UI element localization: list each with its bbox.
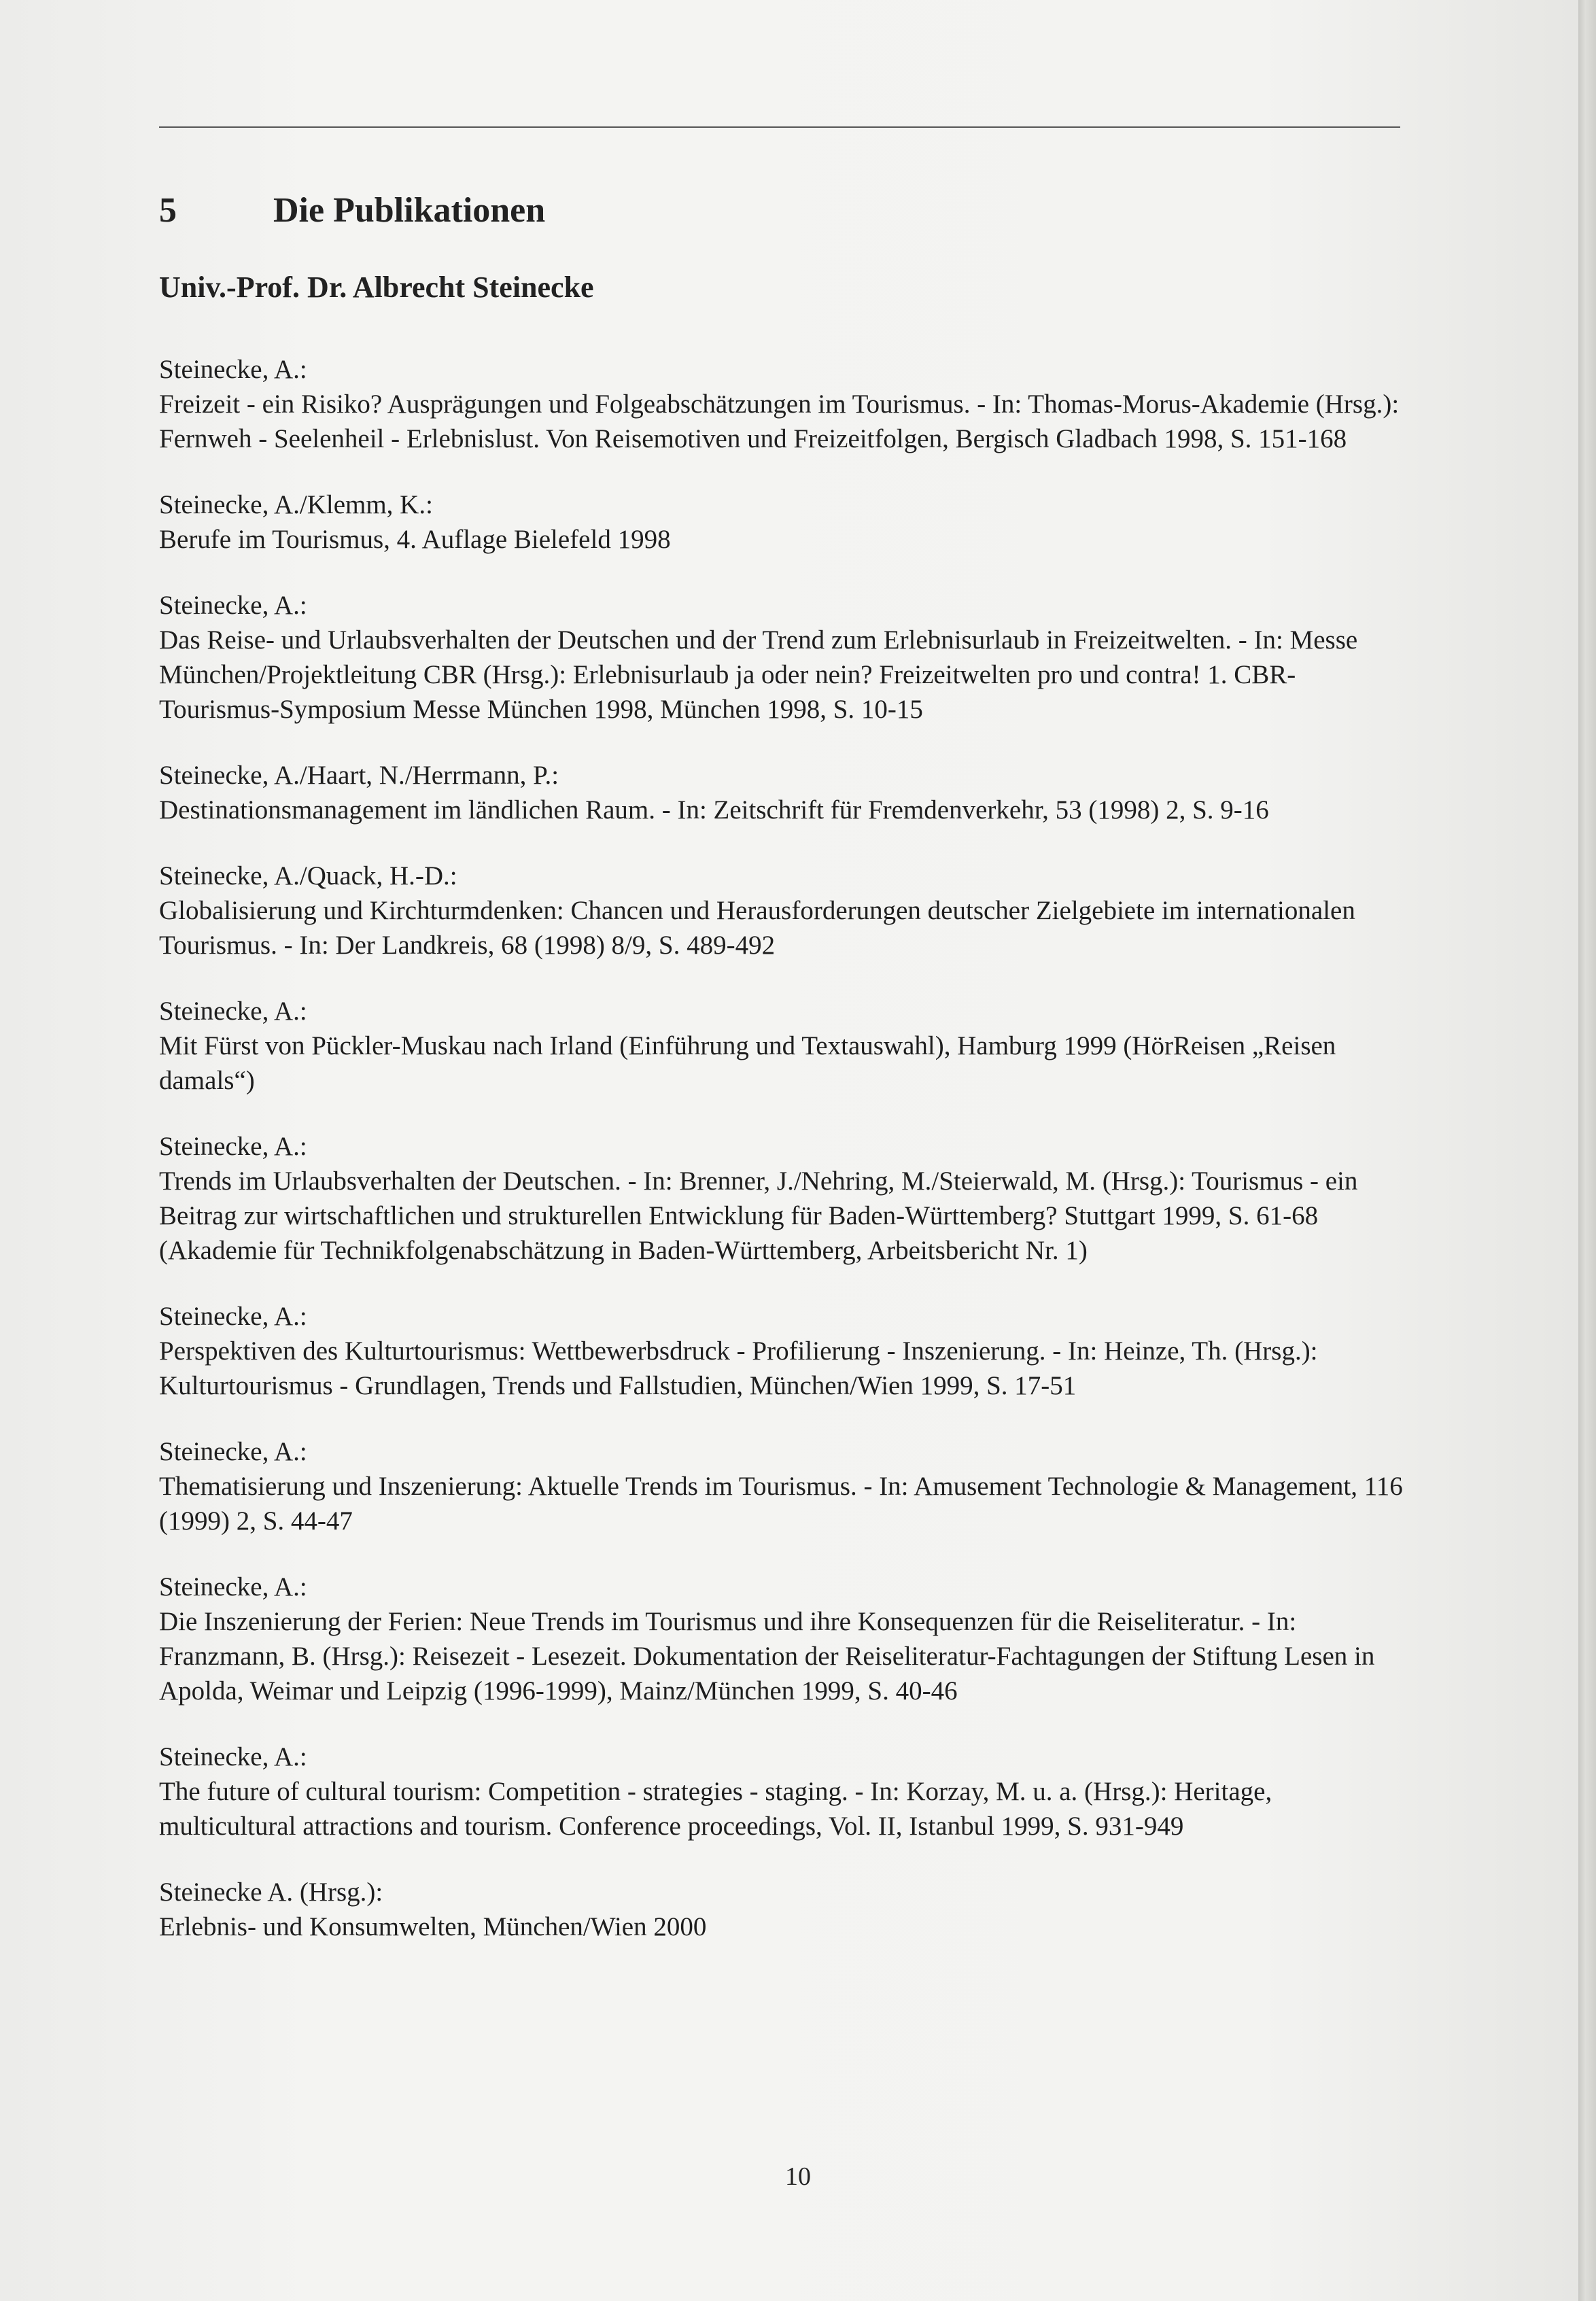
publication-authors: Steinecke, A.: [159, 591, 307, 620]
publication-entry [159, 1570, 1410, 1708]
publication-entry [159, 1129, 1410, 1268]
page-content [159, 190, 1410, 1975]
publication-authors: Steinecke, A./Quack, H.-D.: [159, 861, 457, 890]
publication-entry [159, 1875, 1410, 1944]
publication-citation: Die Inszenierung der Ferien: Neue Trends im Tourismus und ihre Konsequenzen für die Reiseliteratur. - In: Franzmann, B. (Hrsg.): Reisezeit - Lesezeit. Dokumentation der Reiseliteratur-Fachtagungen der Stiftung Lesen in Apolda, Weimar und Leipzig (1996-1999), Mainz/München 1999, S. 40-46 [159, 1607, 1375, 1706]
publication-citation: Mit Fürst von Pückler-Muskau nach Irland (Einführung und Textauswahl), Hamburg 1999 (HörReisen „Reisen damals“) [159, 1031, 1336, 1095]
publication-entry [159, 1299, 1410, 1403]
publication-citation: Destinationsmanagement im ländlichen Raum. - In: Zeitschrift für Fremdenverkehr, 53 (1998) 2, S. 9-16 [159, 795, 1269, 825]
publication-entry [159, 1434, 1410, 1538]
section-number: 5 [159, 191, 177, 230]
publication-citation: Trends im Urlaubsverhalten der Deutschen. - In: Brenner, J./Nehring, M./Steierwald, M. (Hrsg.): Tourismus - ein Beitrag zur wirtschaftlichen und strukturellen Entwicklung für Baden-Württemberg? Stuttgart 1999, S. 61-68 (Akademie für Technikfolgenabschätzung in Baden-Württemberg, Arbeitsbericht Nr. 1) [159, 1166, 1358, 1265]
publication-entry [159, 588, 1410, 727]
publication-entry [159, 1740, 1410, 1844]
publication-entry [159, 859, 1410, 963]
publication-list [159, 352, 1410, 1944]
publication-authors: Steinecke, A./Haart, N./Herrmann, P.: [159, 761, 559, 790]
publication-authors: Steinecke, A.: [159, 1302, 307, 1331]
publication-entry [159, 994, 1410, 1098]
publication-authors: Steinecke, A./Klemm, K.: [159, 490, 433, 519]
publication-authors: Steinecke, A.: [159, 355, 307, 384]
publication-entry [159, 487, 1410, 557]
publication-citation: Erlebnis- und Konsumwelten, München/Wien 2000 [159, 1912, 707, 1941]
page-number: 10 [785, 2162, 811, 2191]
author-heading: Univ.-Prof. Dr. Albrecht Steinecke [159, 271, 594, 304]
publication-citation: Thematisierung und Inszenierung: Aktuelle Trends im Tourismus. - In: Amusement Technologie & Management, 116 (1999) 2, S. 44-47 [159, 1472, 1403, 1536]
section-title: Die Publikationen [273, 191, 546, 230]
publication-authors: Steinecke, A.: [159, 1742, 307, 1771]
publication-entry [159, 758, 1410, 827]
publication-entry [159, 352, 1410, 456]
publication-authors: Steinecke, A.: [159, 1132, 307, 1161]
publication-citation: Berufe im Tourismus, 4. Auflage Bielefeld 1998 [159, 525, 671, 554]
publication-citation: Das Reise- und Urlaubsverhalten der Deutschen und der Trend zum Erlebnisurlaub in Freizeitwelten. - In: Messe München/Projektleitung CBR (Hrsg.): Erlebnisurlaub ja oder nein? Freizeitwelten pro und contra! 1. CBR-Tourismus-Symposium Messe München 1998, München 1998, S. 10-15 [159, 625, 1358, 724]
publication-authors: Steinecke, A.: [159, 1572, 307, 1602]
publication-citation: The future of cultural tourism: Competition - strategies - staging. - In: Korzay, M. u. a. (Hrsg.): Heritage, multicultural attractions and tourism. Conference proceedings, Vol. II, Istanbul 1999, S. 931-949 [159, 1777, 1272, 1841]
publication-citation: Globalisierung und Kirchturmdenken: Chancen und Herausforderungen deutscher Zielgebiete im internationalen Tourismus. - In: Der Landkreis, 68 (1998) 8/9, S. 489-492 [159, 896, 1355, 960]
publication-citation: Perspektiven des Kulturtourismus: Wettbewerbsdruck - Profilierung - Inszenierung. - In: Heinze, Th. (Hrsg.): Kulturtourismus - Grundlagen, Trends und Fallstudien, München/Wien 1999, S. 17-51 [159, 1336, 1318, 1400]
publication-authors: Steinecke, A.: [159, 1437, 307, 1466]
publication-authors: Steinecke, A.: [159, 997, 307, 1026]
publication-authors: Steinecke A. (Hrsg.): [159, 1878, 383, 1907]
page-edge [1578, 0, 1596, 2301]
section-heading [159, 190, 1410, 230]
header-rule [159, 126, 1400, 128]
publication-citation: Freizeit - ein Risiko? Ausprägungen und Folgeabschätzungen im Tourismus. - In: Thomas-Morus-Akademie (Hrsg.): Fernweh - Seelenheil - Erlebnislust. Von Reisemotiven und Freizeitfolgen, Bergisch Gladbach 1998, S. 151-168 [159, 390, 1400, 453]
